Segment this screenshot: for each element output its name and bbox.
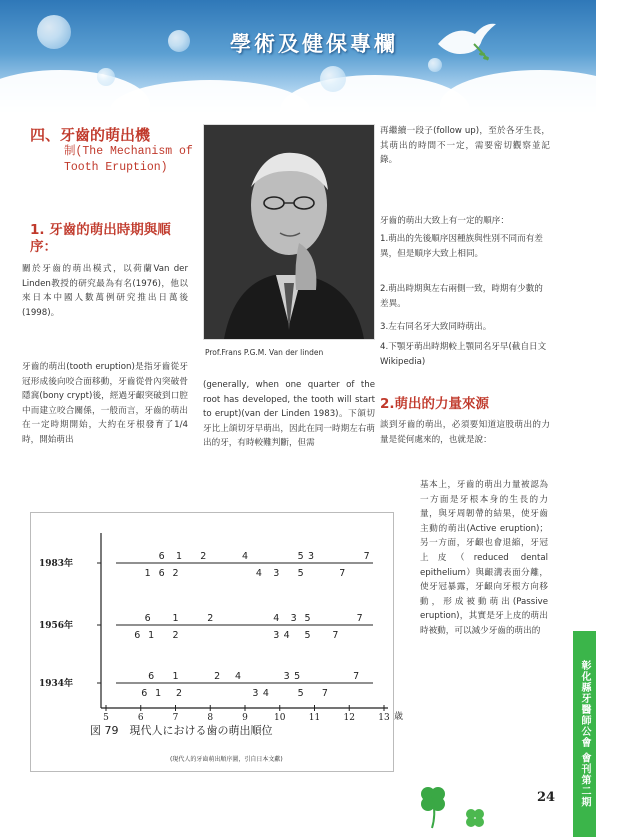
lower-tooth-mark: 7 — [339, 568, 346, 579]
subheading-eruption-timing: 1. 牙齒的萌出時期與順序： — [30, 222, 171, 255]
col1-paragraph-1: 關於牙齒的萌出模式，以荷蘭Van der Linden教授的研究最為有名(1976)，他以來日本中國人數萬例研究推出日萬後(1998)。 — [22, 264, 188, 318]
lower-tooth-mark: 2 — [172, 568, 179, 579]
col1-paragraph-2: 牙齒的萌出(tooth eruption)是指牙齒從牙冠形成後向咬合面移動，牙齒從骨內突破骨隱窩(bony crypt)後，經過牙齦突破到口腔中而建立咬合關係，一般而言，牙齒的萌出在一定時期開始，大約在牙根發育了1/4時，開始萌出 — [22, 362, 188, 445]
col3-list-item: 3.左右同名牙大致同時萌出。 — [380, 322, 492, 332]
clover-icon — [460, 805, 490, 835]
x-tick-label: 6 — [137, 713, 144, 723]
x-axis-label: 歳 — [394, 712, 404, 722]
clover-icon — [408, 780, 458, 830]
header-banner — [0, 0, 596, 118]
upper-tooth-mark: 2 — [200, 551, 207, 562]
lower-tooth-mark: 1 — [155, 688, 162, 699]
col3-paragraph-1: 再繼續一段子(follow up)，至於各牙生長，其萌出的時間不一定，需要密切觀察並記錄。 — [380, 126, 550, 166]
lower-tooth-mark: 1 — [148, 630, 155, 641]
row-year-label: 1983年 — [39, 559, 74, 569]
figure-source: (現代人的牙齒萌出順序圖，引自日本文獻) — [170, 756, 283, 763]
upper-tooth-mark: 6 — [158, 551, 165, 562]
lower-tooth-mark: 6 — [141, 688, 148, 699]
x-tick-label: 13 — [378, 713, 390, 723]
lower-tooth-mark: 3 — [273, 568, 280, 579]
x-tick-label: 9 — [242, 713, 248, 723]
lower-tooth-mark: 4 — [283, 630, 290, 641]
lower-tooth-mark: 3 — [252, 688, 259, 699]
subheading-eruption-force: 2.萌出的力量來源 — [380, 396, 490, 412]
x-tick-label: 8 — [207, 713, 214, 723]
x-tick-label: 11 — [308, 713, 321, 723]
upper-tooth-mark: 3 — [308, 551, 315, 562]
col3-list-item: 1.萌出的先後順序因種族與性別不同而有差異，但是順序大致上相同。 — [380, 234, 543, 259]
section-title-continued: 制(The Mechanism of Tooth Eruption) — [64, 145, 193, 174]
lower-tooth-mark: 5 — [297, 568, 304, 579]
page-number: 24 — [537, 790, 556, 805]
row-year-label: 1934年 — [39, 679, 74, 689]
figure-caption: 図 79 現代人における歯の萌出順位 — [90, 724, 273, 737]
x-tick-label: 5 — [103, 713, 109, 723]
x-tick-label: 10 — [274, 713, 286, 723]
lower-tooth-mark: 5 — [297, 688, 304, 699]
upper-tooth-mark: 6 — [144, 613, 151, 624]
upper-tooth-mark: 5 — [304, 613, 311, 624]
upper-tooth-mark: 5 — [294, 671, 301, 682]
header-title: 學術及健保專欄 — [230, 32, 398, 56]
upper-tooth-mark: 4 — [273, 613, 280, 624]
col3-list-item: 2.萌出時期與左右兩側一致，時期有少數的差異。 — [380, 284, 543, 309]
lower-tooth-mark: 7 — [321, 688, 328, 699]
dove-icon — [430, 14, 500, 64]
upper-tooth-mark: 2 — [207, 613, 214, 624]
upper-tooth-mark: 1 — [172, 671, 179, 682]
journal-side-tab: 彰化縣牙醫師公會 會刊第二期 — [573, 631, 596, 837]
upper-tooth-mark: 5 — [297, 551, 304, 562]
col2-paragraph: (generally, when one quarter of the root has developed, the tooth will start to erupt)(van der Linden 1983)。下頜切牙比上頜切牙早萌出，因此在同一時期左右萌出的牙，有時較難判斷，但需 — [203, 380, 375, 449]
row-year-label: 1956年 — [39, 621, 74, 631]
upper-tooth-mark: 6 — [148, 671, 155, 682]
lower-tooth-mark: 4 — [255, 568, 262, 579]
x-tick-label: 12 — [343, 713, 355, 723]
lower-tooth-mark: 6 — [134, 630, 141, 641]
upper-tooth-mark: 3 — [290, 613, 297, 624]
section-title: 四、牙齒的萌出機 — [30, 126, 151, 144]
col3-list-item: 4.下顎牙萌出時期較上顎同名牙早(截自日文Wikipedia) — [380, 342, 547, 367]
upper-tooth-mark: 4 — [235, 671, 242, 682]
upper-tooth-mark: 7 — [363, 551, 370, 562]
lower-tooth-mark: 5 — [304, 630, 311, 641]
lower-tooth-mark: 2 — [172, 630, 179, 641]
col3-list-intro: 牙齒的萌出大致上有一定的順序： — [380, 216, 509, 226]
upper-tooth-mark: 7 — [356, 613, 363, 624]
portrait-photo — [203, 124, 375, 340]
lower-tooth-mark: 7 — [332, 630, 339, 641]
col3-paragraph-2: 談到牙齒的萌出，必須要知道這股萌出的力量是從何處來的，也就是說： — [380, 420, 550, 445]
upper-tooth-mark: 2 — [214, 671, 221, 682]
lower-tooth-mark: 4 — [262, 688, 269, 699]
lower-tooth-mark: 3 — [273, 630, 280, 641]
upper-tooth-mark: 1 — [175, 551, 182, 562]
photo-caption: Prof.Frans P.G.M. Van der linden — [205, 348, 324, 357]
upper-tooth-mark: 7 — [353, 671, 360, 682]
lower-tooth-mark: 2 — [175, 688, 182, 699]
upper-tooth-mark: 1 — [172, 613, 179, 624]
upper-tooth-mark: 4 — [241, 551, 249, 562]
x-tick-label: 7 — [172, 713, 179, 723]
lower-tooth-mark: 6 — [158, 568, 165, 579]
col3-paragraph-3: 基本上，牙齒的萌出力量被認為一方面是牙根本身的生長的力量，與牙周韌帶的結果，使牙齒主動的萌出(Active eruption)；另一方面，牙齦也會退縮，牙冠上皮（reduced dental epithelium）與齦溝表面分離，使牙冠暴露，牙齦向牙根方向移動，形成被動萌出(Passive eruption)，其實是牙上皮的萌出時被動，可以減少牙齒的萌出的 — [420, 480, 548, 636]
lower-tooth-mark: 1 — [144, 568, 151, 579]
upper-tooth-mark: 3 — [283, 671, 290, 682]
